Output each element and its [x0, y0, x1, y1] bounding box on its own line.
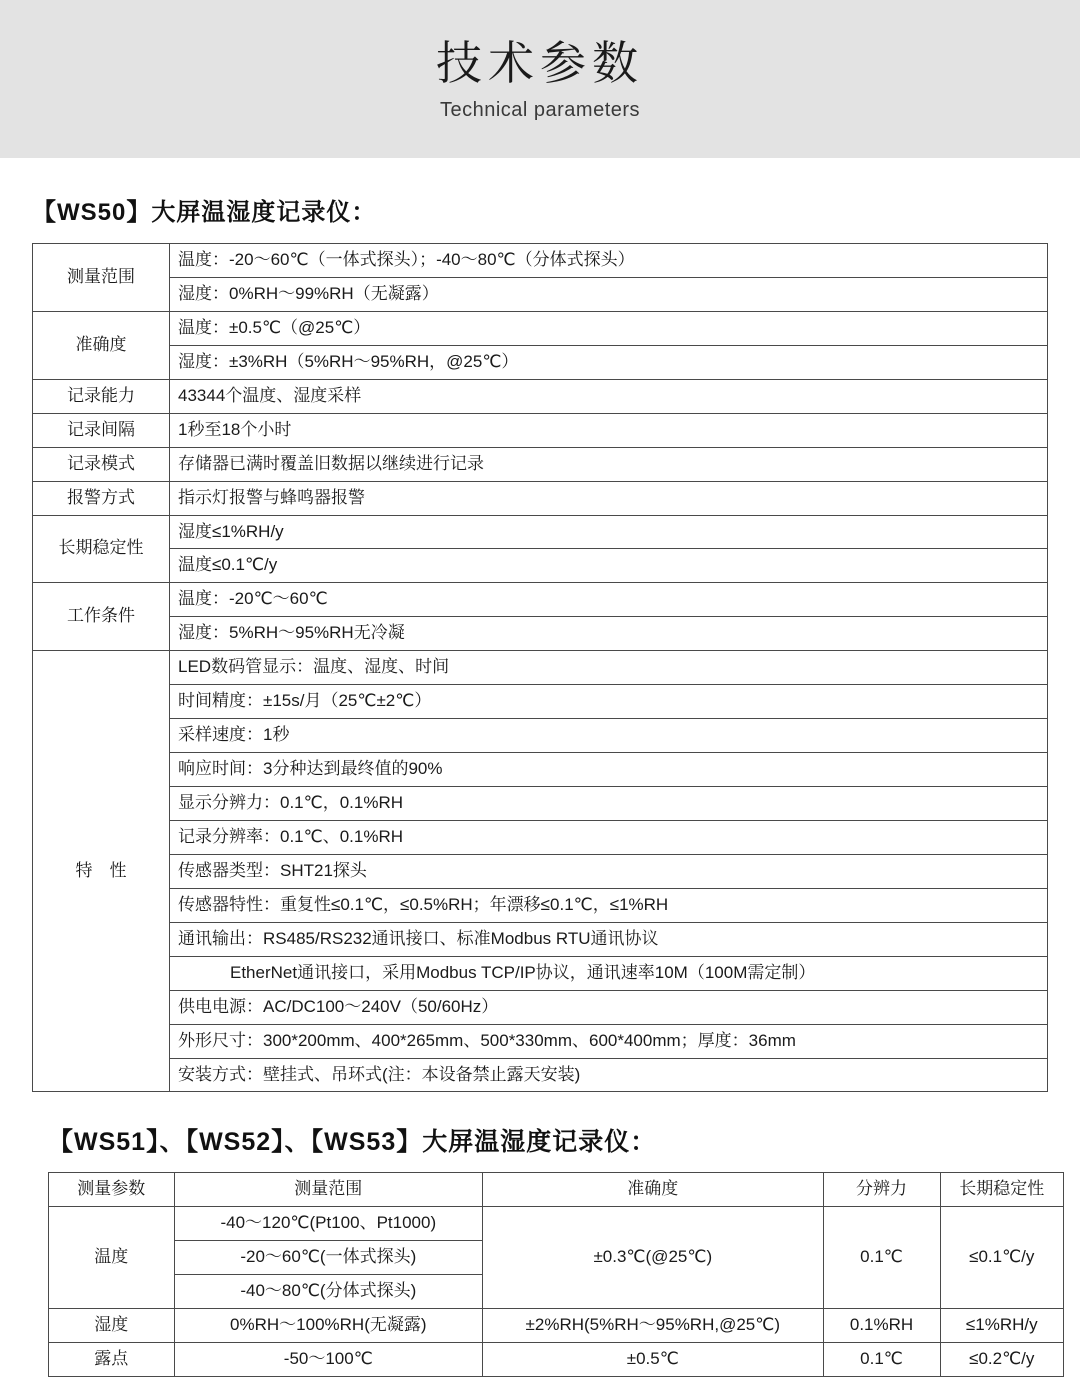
table-row [49, 1309, 1064, 1343]
table-row [33, 719, 1048, 753]
table-row [33, 1058, 1048, 1092]
table-row [33, 685, 1048, 719]
table-row [33, 956, 1048, 990]
table-row [33, 379, 1048, 413]
row-value: 温度≤0.1℃/y [170, 549, 1048, 583]
row-resolution: 0.1%RH [823, 1309, 940, 1343]
row-value: 显示分辨力：0.1℃，0.1%RH [170, 787, 1048, 821]
table-row [33, 549, 1048, 583]
row-accuracy: ±0.3℃(@25℃) [483, 1207, 823, 1309]
row-range: -40～120℃(Pt100、Pt1000) [174, 1207, 483, 1241]
table-row [33, 617, 1048, 651]
table-row [33, 583, 1048, 617]
table-row [33, 651, 1048, 685]
table-row [33, 277, 1048, 311]
row-accuracy: ±0.5℃ [483, 1343, 823, 1377]
table-row [33, 990, 1048, 1024]
row-value: EtherNet通讯接口，采用Modbus TCP/IP协议，通讯速率10M（100M需定制） [170, 956, 1048, 990]
row-label: 特 性 [33, 651, 170, 1092]
ws50-spec-table [32, 243, 1048, 1092]
row-value: 湿度≤1%RH/y [170, 515, 1048, 549]
row-label: 记录模式 [33, 447, 170, 481]
row-label: 工作条件 [33, 583, 170, 651]
column-header: 测量范围 [174, 1173, 483, 1207]
row-range: -20～60℃(一体式探头) [174, 1241, 483, 1275]
section-title-ws50: 【WS50】大屏温湿度记录仪： [32, 199, 377, 226]
row-value: 湿度：0%RH～99%RH（无凝露） [170, 277, 1048, 311]
row-value: 存储器已满时覆盖旧数据以继续进行记录 [170, 447, 1048, 481]
table-row [33, 922, 1048, 956]
row-value: 通讯输出：RS485/RS232通讯接口、标准Modbus RTU通讯协议 [170, 922, 1048, 956]
row-range: -40～80℃(分体式探头) [174, 1275, 483, 1309]
row-value: 湿度：5%RH～95%RH无冷凝 [170, 617, 1048, 651]
row-value: LED数码管显示：温度、湿度、时间 [170, 651, 1048, 685]
row-param: 湿度 [49, 1309, 175, 1343]
page-subtitle: Technical parameters [439, 99, 641, 122]
row-accuracy: ±2%RH(5%RH～95%RH,@25℃) [483, 1309, 823, 1343]
table-row [33, 447, 1048, 481]
row-value: 供电电源：AC/DC100～240V（50/60Hz） [170, 990, 1048, 1024]
row-resolution: 0.1℃ [823, 1343, 940, 1377]
page-header [0, 0, 1080, 158]
row-value: 时间精度：±15s/月（25℃±2℃） [170, 685, 1048, 719]
row-value: 43344个温度、湿度采样 [170, 379, 1048, 413]
row-stability: ≤0.1℃/y [940, 1207, 1063, 1309]
row-value: 温度：-20～60℃（一体式探头）；-40～80℃（分体式探头） [170, 244, 1048, 278]
row-value: 传感器特性：重复性≤0.1℃，≤0.5%RH；年漂移≤0.1℃，≤1%RH [170, 888, 1048, 922]
row-value: 1秒至18个小时 [170, 413, 1048, 447]
table-row [33, 888, 1048, 922]
row-label: 长期稳定性 [33, 515, 170, 583]
row-param: 温度 [49, 1207, 175, 1309]
table-header-row [49, 1173, 1064, 1207]
row-value: 响应时间：3分种达到最终值的90% [170, 753, 1048, 787]
row-label: 测量范围 [33, 244, 170, 312]
row-value: 温度：-20℃～60℃ [170, 583, 1048, 617]
table-row [33, 515, 1048, 549]
row-label: 报警方式 [33, 481, 170, 515]
row-label: 准确度 [33, 311, 170, 379]
column-header: 长期稳定性 [940, 1173, 1063, 1207]
table-row [33, 413, 1048, 447]
table-row [33, 787, 1048, 821]
table-row [33, 854, 1048, 888]
table-row [33, 753, 1048, 787]
column-header: 准确度 [483, 1173, 823, 1207]
content-area [0, 192, 1080, 1377]
row-resolution: 0.1℃ [823, 1207, 940, 1309]
row-value: 外形尺寸：300*200mm、400*265mm、500*330mm、600*400mm；厚度：36mm [170, 1024, 1048, 1058]
row-value: 温度：±0.5℃（@25℃） [170, 311, 1048, 345]
table-row [33, 244, 1048, 278]
row-value: 指示灯报警与蜂鸣器报警 [170, 481, 1048, 515]
page-title: 技术参数 [436, 36, 644, 89]
section-title-ws51-53: 【WS51】、【WS52】、【WS53】大屏温湿度记录仪： [48, 1128, 657, 1157]
row-value: 采样速度：1秒 [170, 719, 1048, 753]
row-value: 传感器类型：SHT21探头 [170, 854, 1048, 888]
row-label: 记录能力 [33, 379, 170, 413]
row-label: 记录间隔 [33, 413, 170, 447]
row-stability: ≤1%RH/y [940, 1309, 1063, 1343]
ws51-53-spec-table [48, 1172, 1064, 1377]
table-row [33, 345, 1048, 379]
table-row [33, 820, 1048, 854]
table-row [33, 1024, 1048, 1058]
row-value: 湿度：±3%RH（5%RH～95%RH，@25℃） [170, 345, 1048, 379]
column-header: 分辨力 [823, 1173, 940, 1207]
table-row [33, 481, 1048, 515]
row-stability: ≤0.2℃/y [940, 1343, 1063, 1377]
row-value: 安装方式：壁挂式、吊环式(注：本设备禁止露天安装) [170, 1058, 1048, 1092]
row-value: 记录分辨率：0.1℃、0.1%RH [170, 820, 1048, 854]
table-row [33, 311, 1048, 345]
table-row [49, 1207, 1064, 1241]
row-range: 0%RH～100%RH(无凝露) [174, 1309, 483, 1343]
table-row [49, 1343, 1064, 1377]
column-header: 测量参数 [49, 1173, 175, 1207]
row-param: 露点 [49, 1343, 175, 1377]
row-range: -50～100℃ [174, 1343, 483, 1377]
